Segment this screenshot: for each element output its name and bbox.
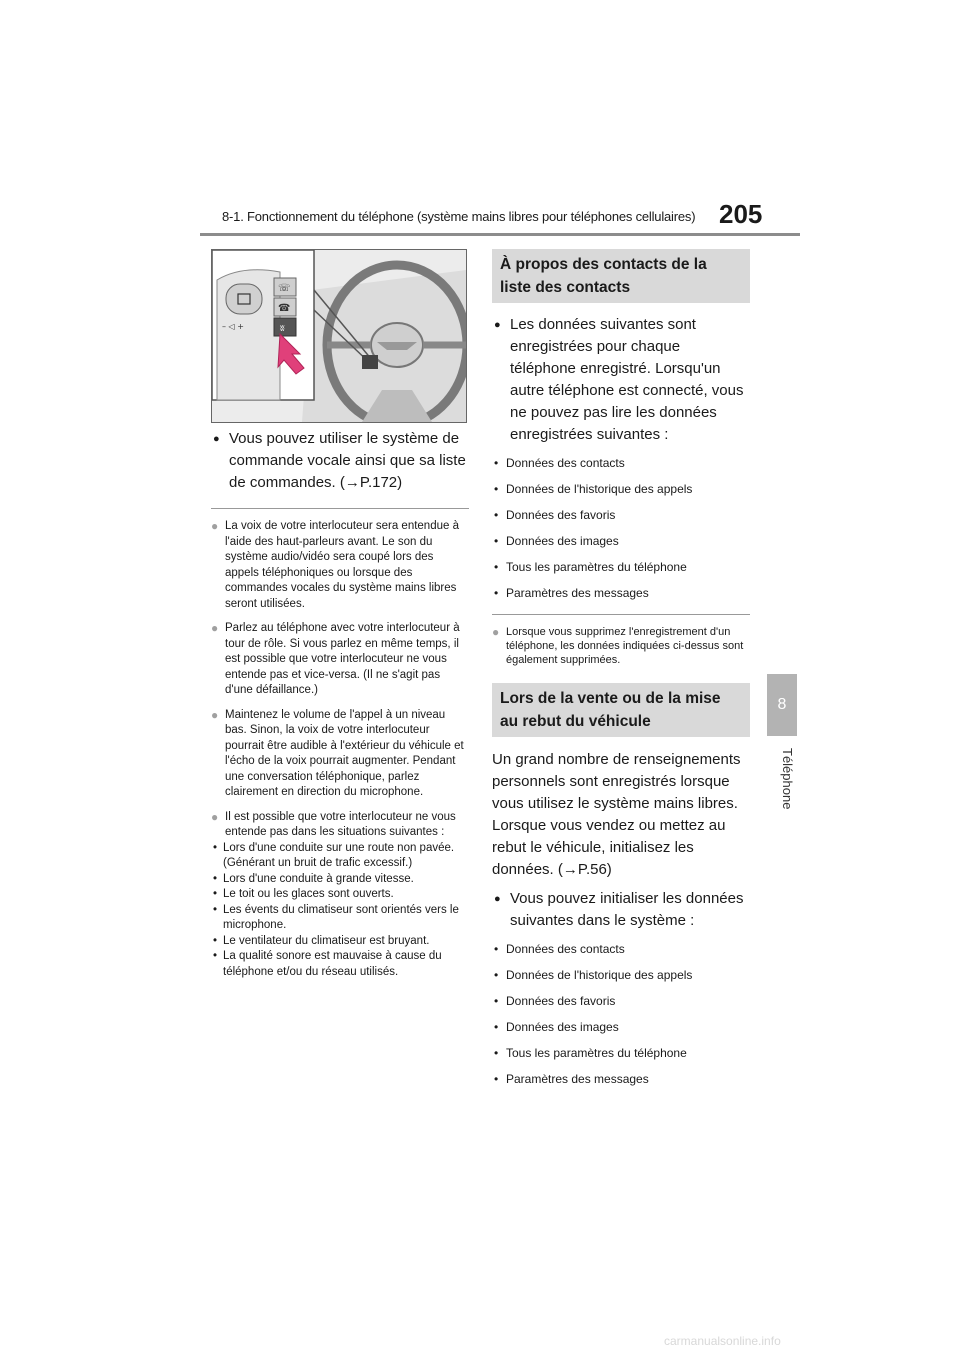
list-item: • Données des contacts [492, 936, 750, 962]
list-item: • Données de l'historique des appels [492, 962, 750, 988]
list-item: • Données de l'historique des appels [492, 476, 750, 502]
note-delete-registration: ● Lorsque vous supprimez l'enregistrement d'un téléphone, les données indiquées ci-dessus sont également supprimées. [492, 625, 750, 667]
voice-command-bullet: ● Vous pouvez utiliser le système de commande vocale ainsi que sa liste de commandes. (→P.172) [211, 428, 469, 494]
right-column [492, 249, 750, 1092]
section-title-sale: Lors de la vente ou de la mise au rebut du véhicule [492, 683, 750, 737]
steering-switch-illustration [211, 249, 467, 423]
list-item: • Données des images [492, 528, 750, 554]
watermark: carmanualsonline.info [664, 1334, 781, 1348]
note-situations [211, 810, 469, 981]
note-speakers: ● La voix de votre interlocuteur sera entendue à l'aide des haut-parleurs avant. Le son du système audio/vidéo sera coupé lors des appels téléphoniques ou lorsque des commandes vocales du système mains libres seront utilisées. [211, 519, 469, 612]
list-item: • Données des contacts [492, 450, 750, 476]
list-item: • Tous les paramètres du téléphone [492, 554, 750, 580]
chapter-tab-label: Téléphone [780, 748, 795, 810]
divider [492, 614, 750, 615]
list-item: • Données des images [492, 1014, 750, 1040]
situation-item: • Lors d'une conduite sur une route non pavée. (Générant un bruit de trafic excessif.) [211, 841, 469, 872]
svg-text:– ◁ +: – ◁ + [222, 322, 244, 331]
list-item: • Paramètres des messages [492, 1066, 750, 1092]
contacts-bullet: ● Les données suivantes sont enregistrées pour chaque téléphone enregistré. Lorsqu'un autre téléphone est connecté, vous ne pouvez pas lire les données enregistrées suivantes : [492, 314, 750, 446]
chapter-header: 8-1. Fonctionnement du téléphone (système mains libres pour téléphones cellulaires) [222, 209, 696, 224]
list-item: • Données des favoris [492, 988, 750, 1014]
svg-text:ʬ: ʬ [280, 324, 285, 334]
left-column [211, 424, 469, 989]
note-turn-taking: ● Parlez au téléphone avec votre interlocuteur à tour de rôle. Si vous parlez en même temps, il est possible que votre interlocuteur ne vous entende pas et vice-versa. (Il ne s'agit pas d'une défaillance.) [211, 621, 469, 699]
list-item: • Tous les paramètres du téléphone [492, 1040, 750, 1066]
section-title-contacts: À propos des contacts de la liste des contacts [492, 249, 750, 303]
divider [211, 508, 469, 509]
situation-item: • Les évents du climatiseur sont orientés vers le microphone. [211, 903, 469, 934]
svg-text:☎: ☎ [278, 303, 291, 314]
list-item: • Paramètres des messages [492, 580, 750, 606]
initialize-data-list [492, 936, 750, 1092]
note-volume: ● Maintenez le volume de l'appel à un niveau bas. Sinon, la voix de votre interlocuteur pourrait être audible à l'extérieur du véhicule et l'écho de la voix pourrait augmenter. Pendant une conversation téléphonique, parlez clairement en direction du microphone. [211, 708, 469, 801]
situation-item: • La qualité sonore est mauvaise à cause du téléphone et/ou du réseau utilisés. [211, 949, 469, 980]
chapter-tab[interactable]: 8 [767, 674, 797, 736]
initialize-bullet: ● Vous pouvez initialiser les données suivantes dans le système : [492, 888, 750, 932]
contacts-data-list [492, 450, 750, 606]
sale-paragraph: Un grand nombre de renseignements personnels sont enregistrés lorsque vous utilisez le système mains libres. Lorsque vous vendez ou mettez au rebut le véhicule, initialisez les données. (→P.56) [492, 751, 741, 878]
situation-item: • Le ventilateur du climatiseur est bruyant. [211, 934, 469, 950]
header-rule [200, 233, 800, 236]
situation-item: • Le toit ou les glaces sont ouverts. [211, 887, 469, 903]
svg-text:☏: ☏ [278, 283, 291, 294]
steering-wheel-image [212, 250, 466, 422]
page-number: 205 [719, 199, 763, 229]
list-item: • Données des favoris [492, 502, 750, 528]
situation-item: • Lors d'une conduite à grande vitesse. [211, 872, 469, 888]
situations-intro: Il est possible que votre interlocuteur ne vous entende pas dans les situations suivantes : [225, 810, 456, 838]
